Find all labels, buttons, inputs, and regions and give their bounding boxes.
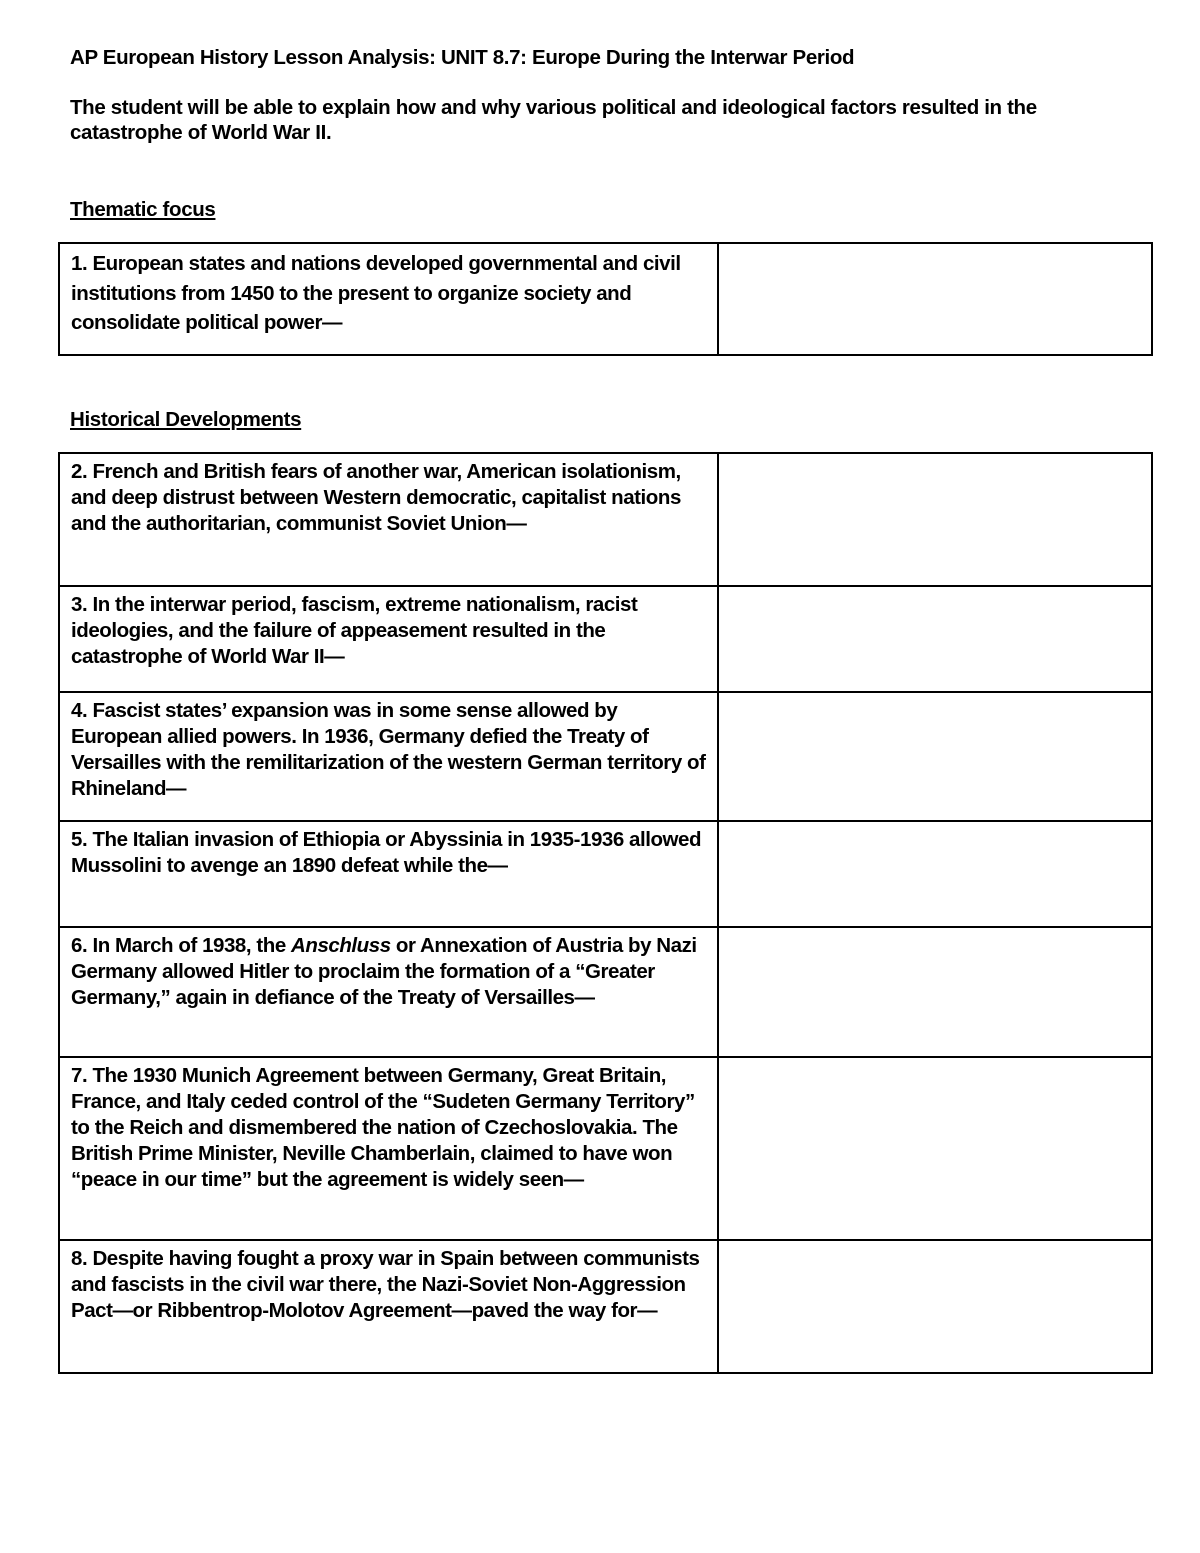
table-row [59,243,1152,355]
prompt-cell: 8. Despite having fought a proxy war in Spain between communists and fascists in the civil war there, the Nazi-Soviet Non-Aggression Pact—or Ribbentrop-Molotov Agreement—paved the way for— [59,1240,718,1373]
prompt-italic-term: Anschluss [291,934,391,957]
learning-objective: The student will be able to explain how and why various political and ideological factors resulted in the catastrophe of World War II. [70,96,1037,144]
answer-cell[interactable] [718,243,1152,355]
answer-cell[interactable] [718,692,1152,821]
historical-developments-heading: Historical Developments [70,408,302,431]
prompt-text: or Annexation of Austria by Nazi Germany allowed Hitler to proclaim the formation of a “Greater Germany,” again in defiance of the Treaty of Versailles— [71,934,697,1009]
table-row [59,927,1152,1057]
prompt-cell: 1. European states and nations developed governmental and civil institutions from 1450 to the present to organize society and consolidate political power— [59,243,718,355]
answer-cell[interactable] [718,927,1152,1057]
table-row [59,586,1152,692]
document-title: AP European History Lesson Analysis: UNIT 8.7: Europe During the Interwar Period [70,46,855,69]
thematic-focus-heading: Thematic focus [70,198,216,221]
prompt-cell: 2. French and British fears of another war, American isolationism, and deep distrust between Western democratic, capitalist nations and the authoritarian, communist Soviet Union— [59,453,718,586]
table-row [59,1057,1152,1240]
prompt-cell: 7. The 1930 Munich Agreement between Germany, Great Britain, France, and Italy ceded control of the “Sudeten Germany Territory” to the Reich and dismembered the nation of Czechoslovakia. The British Prime Minister, Neville Chamberlain, claimed to have won “peace in our time” but the agreement is widely seen— [59,1057,718,1240]
historical-developments-table [58,452,1153,1374]
prompt-text: 6. In March of 1938, the [71,934,292,957]
answer-cell[interactable] [718,453,1152,586]
prompt-cell: 5. The Italian invasion of Ethiopia or Abyssinia in 1935-1936 allowed Mussolini to avenge an 1890 defeat while the— [59,821,718,927]
table-row [59,1240,1152,1373]
table-row [59,692,1152,821]
answer-cell[interactable] [718,1240,1152,1373]
prompt-cell: 3. In the interwar period, fascism, extreme nationalism, racist ideologies, and the failure of appeasement resulted in the catastrophe of World War II— [59,586,718,692]
prompt-cell: 4. Fascist states’ expansion was in some sense allowed by European allied powers. In 1936, Germany defied the Treaty of Versailles with the remilitarization of the western German territory of Rhineland— [59,692,718,821]
thematic-focus-table [58,242,1153,356]
table-row [59,821,1152,927]
answer-cell[interactable] [718,1057,1152,1240]
table-row [59,453,1152,586]
answer-cell[interactable] [718,586,1152,692]
answer-cell[interactable] [718,821,1152,927]
prompt-cell [59,927,718,1057]
